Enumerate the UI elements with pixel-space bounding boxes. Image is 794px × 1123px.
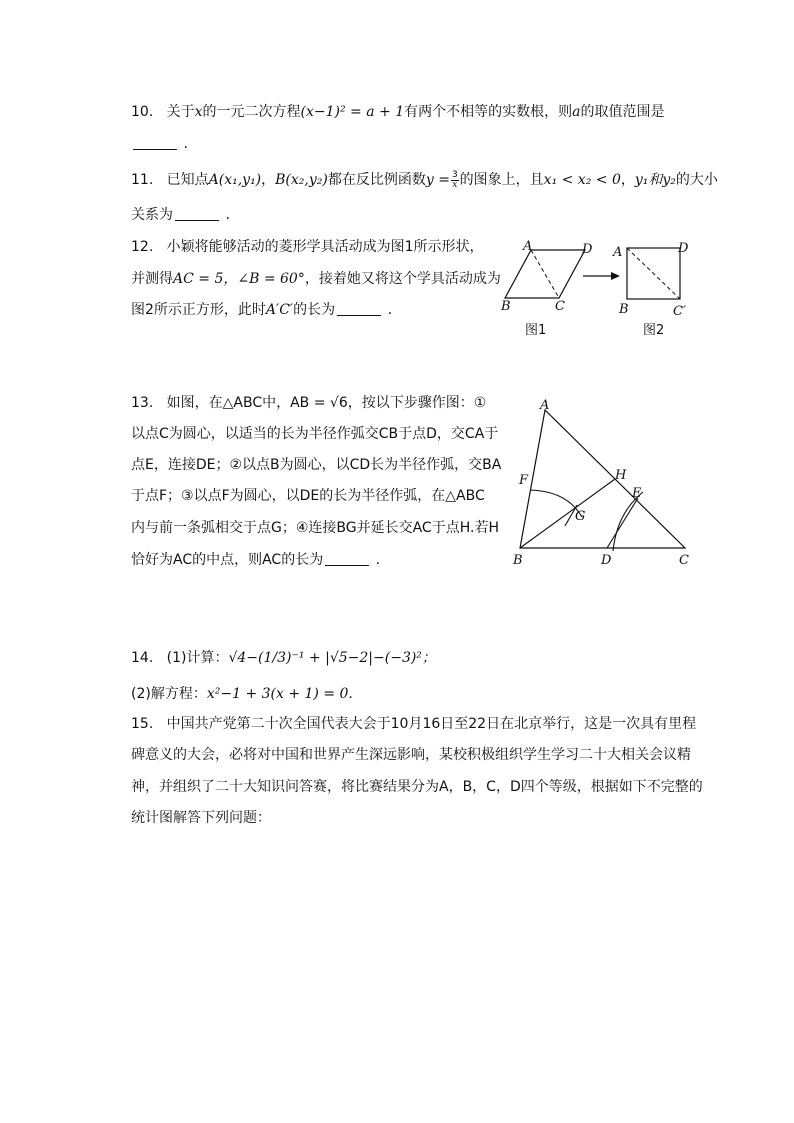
fig1-label-c: C bbox=[555, 299, 565, 314]
q11-y1y2: y₁和y₂ bbox=[634, 172, 676, 188]
q14-part2-expr: x²−1 + 3(x + 1) = 0. bbox=[206, 686, 353, 702]
q11-answer-blank[interactable] bbox=[175, 206, 219, 221]
fig13-label-e: E bbox=[632, 486, 642, 501]
q10-equation: (x−1)² = a + 1 bbox=[300, 104, 405, 120]
fig2-label-a: A bbox=[613, 245, 623, 260]
q13-line3-text: 点E，连接DE；②以点B为圆心，以CD长为半径作弧，交BA bbox=[131, 457, 502, 473]
q11-text-d: ， bbox=[620, 172, 635, 188]
segment-bh bbox=[520, 479, 615, 548]
fig2-label-b: B bbox=[619, 302, 629, 317]
fig13-label-f: F bbox=[519, 473, 529, 488]
q12-line1-text: 小颖将能够活动的菱形学具活动成为图1所示形状， bbox=[166, 239, 484, 255]
fig1-label-b: B bbox=[501, 299, 511, 314]
fig2-diagonal-ac bbox=[627, 248, 680, 299]
q10-prefix: 关于 bbox=[166, 104, 195, 120]
q14-number: 14. bbox=[131, 650, 154, 666]
q14-part1-expr: √4−(1/3)⁻¹ + |√5−2|−(−3)²； bbox=[228, 650, 436, 666]
q12-line1 bbox=[131, 237, 484, 257]
q11-sep: ， bbox=[261, 172, 276, 188]
fig1-rhombus bbox=[505, 250, 585, 298]
q15-line2-text: 碑意义的大会，必将对中国和世界产生深远影响，某校积极组织学生学习二十大相关会议精 bbox=[131, 747, 691, 763]
q13-answer-blank[interactable] bbox=[325, 551, 369, 566]
q10-line1 bbox=[131, 102, 664, 122]
q12-line3 bbox=[131, 300, 392, 320]
fig1-diagonal-ac bbox=[531, 250, 559, 298]
q12-line2-b: ，接着她又将这个学具活动成为 bbox=[304, 271, 501, 287]
q10-number: 10. bbox=[131, 104, 154, 120]
q12-tail: . bbox=[387, 302, 393, 318]
fig1-label-a: A bbox=[523, 239, 533, 254]
fig13-label-h: H bbox=[615, 468, 627, 483]
q14-line2 bbox=[131, 684, 353, 704]
fig13-label-a: A bbox=[540, 398, 550, 413]
q10-line2 bbox=[131, 134, 188, 154]
q13-line4 bbox=[131, 486, 485, 506]
fig1-caption: 图1 bbox=[525, 323, 547, 338]
q12-figures bbox=[495, 236, 700, 341]
q10-text1: 的一元二次方程 bbox=[202, 104, 301, 120]
q11-text-a: 已知点 bbox=[166, 172, 209, 188]
q12-number: 12. bbox=[131, 239, 154, 255]
fig1-label-d: D bbox=[582, 242, 593, 257]
q15-line3-text: 神，并组织了二十大知识问答赛，将比赛结果分为A，B，C，D四个等级，根据如下不完整的 bbox=[131, 779, 703, 795]
q12-line3-a: 图2所示正方形，此时 bbox=[131, 302, 266, 318]
q15-line4-text: 统计图解答下列问题： bbox=[131, 810, 271, 826]
q14-line1 bbox=[131, 648, 436, 668]
q10-answer-blank[interactable] bbox=[133, 135, 177, 150]
fig13-label-b: B bbox=[513, 553, 523, 568]
fig13-label-d: D bbox=[601, 553, 612, 568]
q15-line3 bbox=[131, 777, 703, 797]
q13-number: 13. bbox=[131, 395, 154, 411]
q10-var-x: x bbox=[194, 104, 203, 120]
fig13-label-g: G bbox=[575, 509, 586, 524]
q12-answer-blank[interactable] bbox=[337, 301, 381, 316]
q13-line4-text: 于点F；③以点F为圆心，以DE的长为半径作弧，在△ABC bbox=[131, 488, 485, 504]
q13-line3 bbox=[131, 455, 501, 475]
q14-part2-label: (2)解方程： bbox=[131, 686, 207, 702]
q13-figure bbox=[505, 393, 700, 573]
q11-line2-text: 关系为 bbox=[131, 207, 173, 223]
q11-text-b: 都在反比例函数 bbox=[327, 172, 426, 188]
q15-line4 bbox=[131, 808, 271, 828]
fig2-caption: 图2 bbox=[643, 323, 665, 338]
segment-de bbox=[607, 498, 638, 548]
triangle-abc bbox=[520, 410, 685, 548]
q11-point-b: B(x₂,y₂) bbox=[275, 172, 328, 188]
q11-fraction bbox=[451, 171, 459, 190]
fig2-label-d: D bbox=[678, 241, 689, 256]
q10-tail: . bbox=[183, 136, 188, 152]
q10-var-a: a bbox=[572, 104, 581, 120]
q11-frac-den: x bbox=[452, 179, 458, 190]
q13-line5 bbox=[131, 518, 499, 538]
fig2-label-c: C′ bbox=[673, 304, 686, 319]
q12-line3-math: A′C′ bbox=[265, 302, 294, 318]
q13-line5-text: 内与前一条弧相交于点G；④连接BG并延长交AC于点H.若H bbox=[131, 520, 499, 536]
q11-frac-num: 3 bbox=[451, 169, 458, 180]
q13-line2-text: 以点C为圆心，以适当的长为半径作弧交CB于点D，交CA于 bbox=[131, 426, 499, 442]
q12-line2-a: 并测得 bbox=[131, 271, 173, 287]
q11-text-e: 的大小 bbox=[675, 172, 718, 188]
q11-func-lhs: y = bbox=[425, 172, 450, 188]
q15-line1 bbox=[131, 714, 696, 734]
q11-point-a: A(x₁,y₁) bbox=[208, 172, 262, 188]
q15-line1-text: 中国共产党第二十次全国代表大会于10月16日至22日在北京举行，这是一次具有里程 bbox=[166, 716, 697, 732]
q15-number: 15. bbox=[131, 716, 154, 732]
q13-line1 bbox=[131, 393, 486, 413]
transform-arrow-head bbox=[611, 272, 620, 280]
q11-line1 bbox=[131, 170, 718, 190]
q11-tail: . bbox=[225, 207, 230, 223]
q11-line2 bbox=[131, 205, 230, 225]
q13-line1-text: 如图，在△ABC中，AB = √6，按以下步骤作图：① bbox=[166, 395, 487, 411]
q12-line2 bbox=[131, 269, 501, 289]
q14-part1-label: (1)计算： bbox=[166, 650, 229, 666]
q13-line6 bbox=[131, 550, 380, 570]
fig13-label-c: C bbox=[679, 553, 689, 568]
q12-line3-b: 的长为 bbox=[293, 302, 336, 318]
q11-condition: x₁ < x₂ < 0 bbox=[543, 172, 621, 188]
q12-line2-math: AC = 5，∠B = 60° bbox=[173, 271, 305, 287]
q13-line6-text: 恰好为AC的中点，则AC的长为 bbox=[131, 552, 324, 568]
q13-line2 bbox=[131, 424, 498, 444]
q13-tail: . bbox=[375, 552, 381, 568]
q10-text2: 有两个不相等的实数根，则 bbox=[404, 104, 573, 120]
q11-number: 11. bbox=[131, 172, 154, 188]
q10-text3: 的取值范围是 bbox=[580, 104, 665, 120]
q11-text-c: 的图象上，且 bbox=[459, 172, 544, 188]
q15-line2 bbox=[131, 745, 691, 765]
